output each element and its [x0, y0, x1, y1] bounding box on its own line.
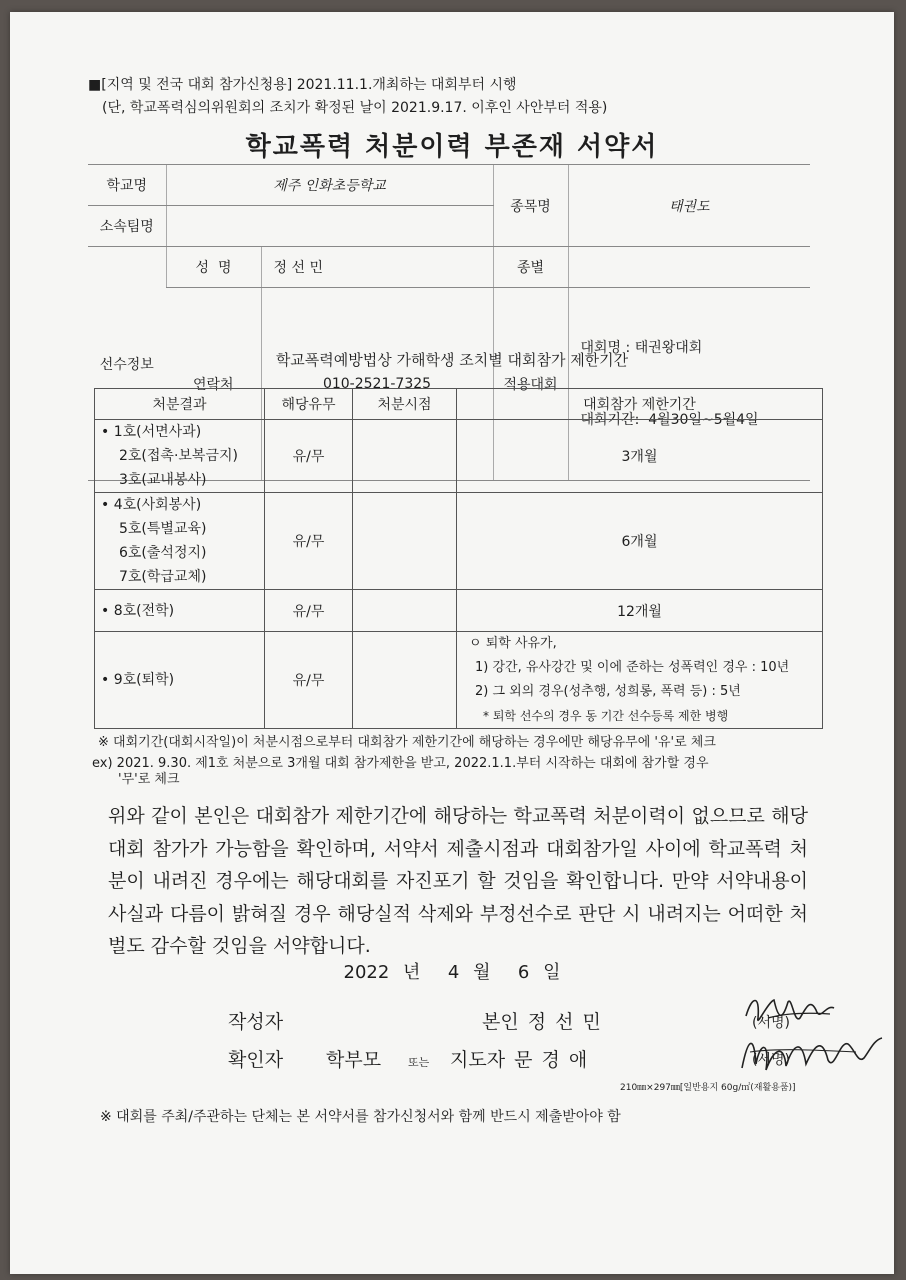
event-label: 종목명	[493, 165, 568, 247]
contact-label: 연락처	[166, 288, 261, 481]
period-cell: 12개월	[457, 590, 823, 632]
contact-value: 010-2521-7325	[261, 288, 493, 481]
name-label: 성 명	[166, 247, 261, 288]
note-1: ※ 대회기간(대회시작일)이 처분시점으로부터 대회참가 제한기간에 해당하는 경우에만 해당유무에 '유'로 체크	[98, 735, 716, 750]
paper-spec: 210㎜×297㎜[일반용지 60g/㎡(재활용품)]	[620, 1083, 796, 1093]
result-item: • 8호(전학)	[101, 602, 175, 619]
date-cell	[353, 420, 457, 493]
result-item: • 9호(퇴학)	[101, 672, 175, 688]
table-row	[95, 632, 823, 729]
result-item: 2호(접촉·보복금지)	[119, 448, 238, 464]
player-info-label: 선수정보	[88, 247, 166, 481]
writer-value: 본인 정 선 민	[482, 1011, 601, 1033]
period-line: ㅇ 퇴학 사유가,	[469, 636, 557, 651]
period-line: * 퇴학 선수의 경우 동 기간 선수등록 제한 병행	[483, 709, 729, 723]
disciplinary-table	[94, 388, 823, 729]
school-label: 학교명	[88, 165, 166, 206]
or-label: 또는	[408, 1056, 430, 1069]
result-item: 3호(교내봉사)	[119, 472, 207, 488]
team-label: 소속팀명	[88, 206, 166, 247]
writer-label: 작성자	[228, 1011, 284, 1033]
result-cell	[95, 493, 265, 590]
pledge-text: 위와 같이 본인은 대회참가 제한기간에 해당하는 학교폭력 처분이력이 없으므로 해당 대회 참가가 가능함을 확인하며, 서약서 제출시점과 대회참가일 사이에 학교폭력 처분이 내려진 경우에는 해당대회를 자진포기 할 것임을 확인합니다. 만약 서약내용이 사실과 다름이 밝혀질 경우 해당실적 삭제와 부정선수로 판단 시 내려지는 어떠한 처벌도 감수할 것임을 서약합니다.	[108, 805, 808, 957]
header-line-1: ■[지역 및 전국 대회 참가신청용] 2021.11.1.개최하는 대회부터 시행	[88, 77, 517, 93]
date-cell	[353, 632, 457, 729]
period-cell: 3개월	[457, 420, 823, 493]
table-row	[95, 493, 823, 590]
section-subtitle: 학교폭력예방법상 가해학생 조치별 대회참가 제한기간	[275, 351, 629, 369]
writer-sign-label: (서명)	[752, 1015, 790, 1031]
result-item: 6호(출석정지)	[119, 545, 207, 561]
applicable-cell: 유/무	[265, 590, 353, 632]
applied-line-1: 대회명 : 태권왕대회	[580, 340, 703, 356]
signing-date: 2022 년 4 월 6 일	[343, 962, 561, 983]
date-cell	[353, 590, 457, 632]
event-value: 태권도	[568, 165, 810, 247]
note-3: '무'로 체크	[118, 772, 180, 787]
applicable-cell: 유/무	[265, 632, 353, 729]
footer-note: ※ 대회를 주최/주관하는 단체는 본 서약서를 참가신청서와 함께 반드시 제출받아야 함	[100, 1109, 621, 1125]
table-row	[95, 420, 823, 493]
col-header-result: 처분결과	[95, 389, 265, 420]
result-item: • 1호(서면사과)	[101, 424, 202, 440]
team-value	[166, 206, 493, 247]
col-header-date: 처분시점	[353, 389, 457, 420]
period-cell: 6개월	[457, 493, 823, 590]
result-item: • 4호(사회봉사)	[101, 497, 202, 513]
instructor-sign-label: (서명)	[752, 1052, 790, 1068]
document-page	[10, 12, 894, 1274]
period-line: 2) 그 외의 경우(성추행, 성희롱, 폭력 등) : 5년	[475, 684, 741, 699]
note-2: ex) 2021. 9.30. 제1호 처분으로 3개월 대회 참가제한을 받고, 2022.1.1.부터 시작하는 대회에 참가할 경우	[92, 756, 709, 771]
header-line-2: (단, 학교폭력심의위원회의 조치가 확정된 날이 2021.9.17. 이후인 사안부터 적용)	[102, 100, 608, 116]
period-cell	[457, 632, 823, 729]
date-cell	[353, 493, 457, 590]
applicable-cell: 유/무	[265, 493, 353, 590]
guardian-label: 학부모	[326, 1049, 382, 1071]
result-cell	[95, 632, 265, 729]
applicable-cell: 유/무	[265, 420, 353, 493]
applied-label: 적용대회	[493, 288, 568, 481]
period-line: 1) 강간, 유사강간 및 이에 준하는 성폭력인 경우 : 10년	[475, 660, 790, 675]
applied-line-2: 대회기간: 4월30일~5월4일	[580, 412, 759, 428]
result-cell	[95, 420, 265, 493]
col-header-applicable: 해당유무	[265, 389, 353, 420]
instructor-signature-image	[736, 1028, 886, 1080]
school-value: 제주 인화초등학교	[166, 165, 493, 206]
category-label: 종별	[493, 247, 568, 288]
instructor-value: 지도자 문 경 애	[450, 1049, 588, 1071]
result-cell	[95, 590, 265, 632]
col-header-period: 대회참가 제한기간	[457, 389, 823, 420]
result-item: 7호(학급교체)	[119, 569, 207, 585]
result-item: 5호(특별교육)	[119, 521, 207, 537]
table-row	[95, 590, 823, 632]
name-value: 정 선 민	[261, 247, 493, 288]
confirmer-label: 확인자	[228, 1049, 284, 1071]
category-value	[568, 247, 810, 288]
document-title: 학교폭력 처분이력 부존재 서약서	[245, 132, 659, 162]
